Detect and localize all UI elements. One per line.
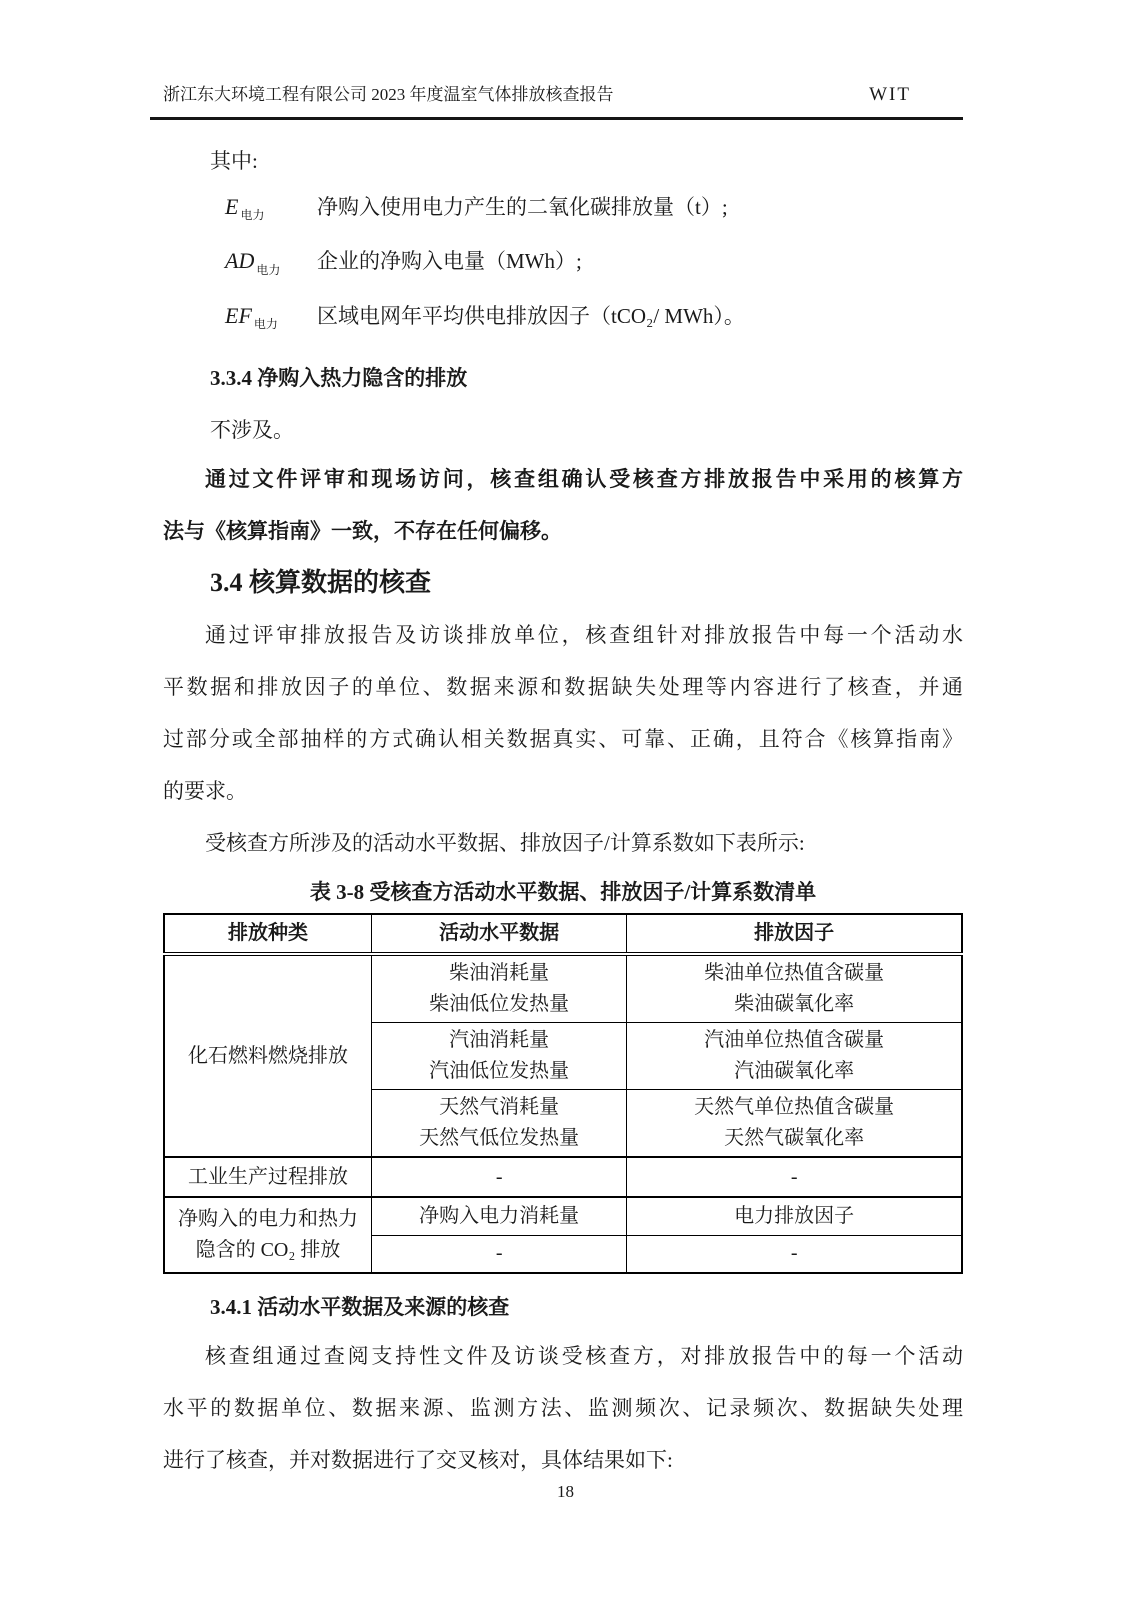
term-subscript: 电力 [253,317,278,332]
table-row-purchased-power [164,1197,962,1235]
paragraph-line: 的要求。 [163,779,247,804]
definition-row [163,246,963,284]
cell-line: 汽油消耗量 [449,1029,550,1052]
lead-text: 其中: [210,149,258,173]
definition-row [163,301,963,339]
header-title: 浙江东大环境工程有限公司 2023 年度温室气体排放核查报告 [163,85,614,104]
paragraph-line: 水平的数据单位、数据来源、监测方法、监测频次、记录频次、数据缺失处理 [163,1396,963,1421]
cell-process-factor: - [627,1157,962,1197]
cell-line: 天然气单位热值含碳量 [694,1096,895,1119]
table-title: 表 3-8 受核查方活动水平数据、排放因子/计算系数清单 [309,880,817,905]
paragraph-line: 法与《核算指南》一致，不存在任何偏移。 [163,519,562,544]
cell-line: 天然气消耗量 [439,1096,560,1119]
paragraph-line: 平数据和排放因子的单位、数据来源和数据缺失处理等内容进行了核查，并通 [163,675,963,700]
table-header-row [164,914,962,954]
cell-power-factor: 电力排放因子 [627,1197,962,1235]
page-number: 18 [557,1482,574,1501]
cell-line: 汽油低位发热量 [429,1060,570,1083]
cell-diesel-activity [371,954,626,1023]
cell-heat-activity: - [371,1235,626,1273]
cell-gasoline-factor [627,1023,962,1090]
cell-line: 天然气低位发热量 [419,1127,580,1150]
term-subscript: 电力 [256,262,281,277]
cell-line: 柴油低位发热量 [429,993,570,1016]
cell-natural-gas-factor [627,1090,962,1158]
cell-line: 隐含的 CO₂ 排放 [195,1239,341,1262]
definition-term [225,301,317,339]
section-heading-3-4: 3.4 核算数据的核查 [210,568,432,598]
paragraph-line: 通过文件评审和现场访问，核查组确认受核查方排放报告中采用的核算方 [205,467,963,492]
page-content [163,146,963,1486]
cell-line: 柴油单位热值含碳量 [704,962,885,985]
definition-row [163,192,963,230]
header-brand: WIT [869,84,911,105]
section-heading-3-4-1: 3.4.1 活动水平数据及来源的核查 [210,1295,510,1320]
cell-heat-factor: - [627,1235,962,1273]
col-header-emission-factor: 排放因子 [627,914,962,954]
cell-fossil-fuel-label: 化石燃料燃烧排放 [164,954,371,1157]
paragraph-line: 核查组通过查阅支持性文件及访谈受核查方，对排放报告中的每一个活动 [205,1344,963,1369]
paragraph-not-applicable: 不涉及。 [210,418,294,443]
paragraph-3-4-1 [163,1330,963,1486]
col-header-emission-type: 排放种类 [164,914,371,954]
term-subscript: 电力 [240,208,265,223]
definition-desc: 区域电网年平均供电排放因子（tCO₂/ MWh）。 [317,303,745,328]
cell-line: 柴油碳氧化率 [734,993,855,1016]
page-header [150,84,963,120]
cell-power-heat-label [164,1197,371,1273]
table-row-industrial-process [164,1157,962,1197]
data-table [163,913,963,1274]
paragraph-line: 通过评审排放报告及访谈排放单位，核查组针对排放报告中每一个活动水 [205,623,963,648]
paragraph-3-4 [163,609,963,817]
cell-natural-gas-activity [371,1090,626,1158]
cell-line: 天然气碳氧化率 [724,1127,865,1150]
term-symbol: E [225,194,239,219]
cell-process-activity: - [371,1157,626,1197]
cell-power-activity: 净购入电力消耗量 [371,1197,626,1235]
section-heading-3-3-4: 3.3.4 净购入热力隐含的排放 [210,366,468,391]
definition-desc: 净购入使用电力产生的二氧化碳排放量（t）; [317,195,728,219]
cell-line: 汽油单位热值含碳量 [704,1029,885,1052]
cell-diesel-factor [627,954,962,1023]
definition-term [225,192,317,230]
table-intro-text: 受核查方所涉及的活动水平数据、排放因子/计算系数如下表所示: [205,831,805,856]
paragraph-line: 进行了核查，并对数据进行了交叉核对，具体结果如下: [163,1448,673,1473]
paragraph-conclusion [163,453,963,557]
definition-list [163,192,963,339]
definition-term [225,246,317,284]
table-row-diesel [164,954,962,1023]
cell-process-label: 工业生产过程排放 [164,1157,371,1197]
paragraph-line: 过部分或全部抽样的方式确认相关数据真实、可靠、正确，且符合《核算指南》 [163,727,963,752]
term-symbol: AD [225,248,255,274]
cell-line: 汽油碳氧化率 [734,1060,855,1083]
col-header-activity-data: 活动水平数据 [371,914,626,954]
cell-gasoline-activity [371,1023,626,1090]
cell-line: 柴油消耗量 [449,962,550,985]
definition-desc: 企业的净购入电量（MWh）; [317,249,582,274]
term-symbol: EF [225,302,252,328]
cell-line: 净购入的电力和热力 [177,1208,358,1231]
